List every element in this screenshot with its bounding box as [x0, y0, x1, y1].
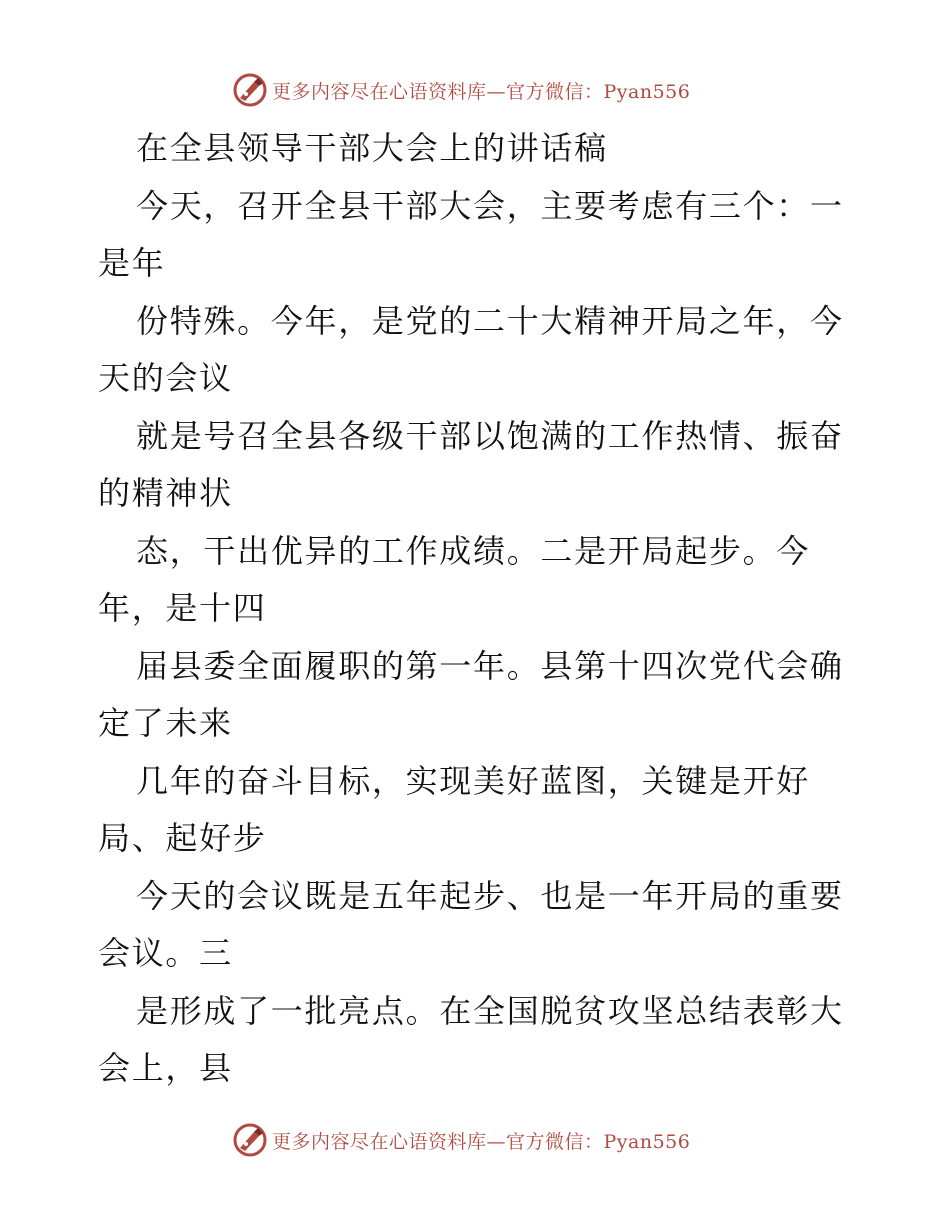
header-watermark [232, 70, 752, 110]
paragraph-line: 天的会议 [98, 359, 233, 397]
watermark-text: 更多内容尽在心语资料库—官方微信：Pyan556 [272, 80, 691, 103]
paragraph-line: 局、起好步 [98, 819, 267, 857]
paragraph-line: 态，干出优异的工作成绩。二是开局起步。今 [136, 531, 811, 570]
paragraph-line: 今天，召开全县干部大会，主要考虑有三个：一 [136, 186, 844, 225]
fountain-pen-logo-icon [232, 1122, 268, 1158]
paragraph-line: 几年的奋斗目标，实现美好蓝图，关键是开好 [136, 761, 811, 800]
paragraph-line: 届县委全面履职的第一年。县第十四次党代会确 [136, 646, 844, 685]
paragraph-line: 是形成了一批亮点。在全国脱贫攻坚总结表彰大 [136, 991, 844, 1030]
paragraph-line: 份特殊。今年，是党的二十大精神开局之年，今 [136, 301, 844, 340]
paragraph-line: 年，是十四 [98, 589, 267, 627]
fountain-pen-logo-icon [232, 72, 268, 108]
paragraph-line: 就是号召全县各级干部以饱满的工作热情、振奋 [136, 416, 844, 455]
paragraph-line: 今天的会议既是五年起步、也是一年开局的重要 [136, 876, 844, 915]
watermark-text: 更多内容尽在心语资料库—官方微信：Pyan556 [272, 1130, 691, 1153]
paragraph-line: 会议。三 [98, 934, 233, 972]
footer-watermark [232, 1120, 752, 1160]
paragraph-line: 定了未来 [98, 704, 233, 742]
document-body [98, 120, 868, 1098]
paragraph-line: 的精神状 [98, 474, 233, 512]
paragraph-line: 会上，县 [98, 1049, 233, 1087]
paragraph-line: 是年 [98, 244, 166, 282]
document-title: 在全县领导干部大会上的讲话稿 [136, 129, 608, 167]
